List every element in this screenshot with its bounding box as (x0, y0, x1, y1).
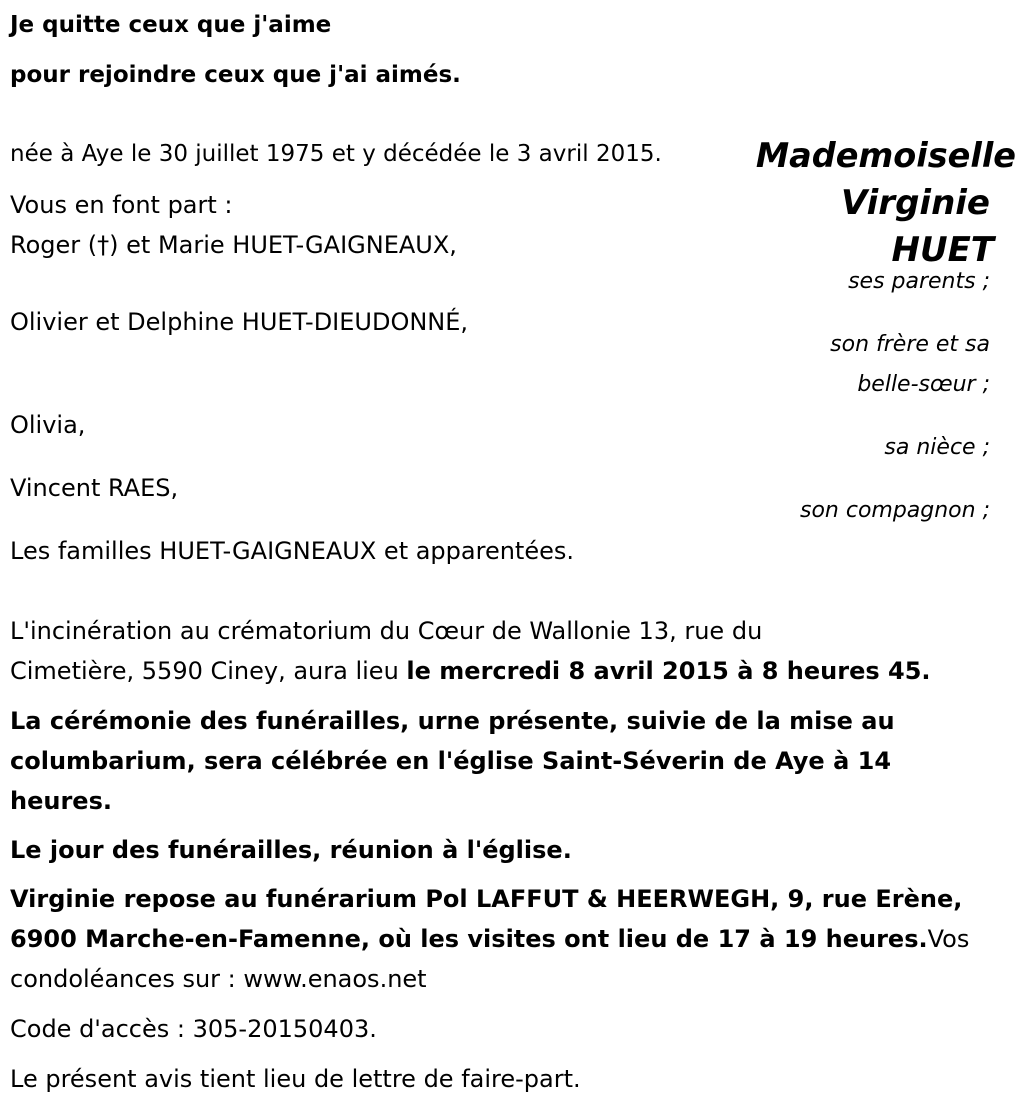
family-role-sibling-line-1: son frère et sa (830, 332, 990, 357)
cremation-line-2 (10, 659, 931, 683)
epigraph-line-2: pour rejoindre ceux que j'ai aimés. (10, 62, 461, 88)
epigraph-line-1: Je quitte ceux que j'aime (10, 12, 332, 38)
gathering-text: Le jour des funérailles, réunion à l'église. (10, 836, 572, 864)
family-role-partner: son compagnon ; (799, 498, 990, 523)
access-code: Code d'accès : 305-20150403. (10, 1015, 377, 1043)
condolences-line: condoléances sur : www.enaos.net (10, 965, 427, 993)
ceremony-line-2: columbarium, sera célébrée en l'église Saint-Séverin de Aye à 14 (10, 747, 892, 775)
closing-notice: Le présent avis tient lieu de lettre de faire-part. (10, 1065, 581, 1093)
family-member-partner: Vincent RAES, (10, 474, 179, 502)
family-role-parents: ses parents ; (848, 269, 990, 294)
deceased-last-name: HUET (891, 230, 994, 270)
deceased-title: Mademoiselle (755, 136, 1016, 175)
birth-death-text: née à Aye le 30 juillet 1975 et y décédée le 3 avril 2015. (10, 141, 662, 167)
family-member-sibling: Olivier et Delphine HUET-DIEUDONNÉ, (10, 308, 469, 336)
funerarium-visiting-hours: 6900 Marche-en-Famenne, où les visites ont lieu de 17 à 19 heures. (10, 925, 928, 953)
family-role-sibling-line-2: belle-sœur ; (857, 372, 990, 397)
announcement-intro: Vous en font part : (10, 191, 233, 219)
cremation-location: Cimetière, 5590 Ciney, aura lieu (10, 657, 407, 685)
deceased-first-name: Virginie (840, 183, 990, 223)
family-member-niece: Olivia, (10, 411, 86, 439)
family-role-niece: sa nièce ; (884, 435, 990, 460)
funerarium-line-1: Virginie repose au funérarium Pol LAFFUT & HEERWEGH, 9, rue Erène, (10, 885, 963, 913)
family-member-parents: Roger (†) et Marie HUET-GAIGNEAUX, (10, 231, 457, 259)
ceremony-line-3: heures. (10, 787, 112, 815)
condolences-lead: Vos (927, 925, 970, 953)
cremation-datetime: le mercredi 8 avril 2015 à 8 heures 45. (406, 657, 931, 685)
family-member-relatives: Les familles HUET-GAIGNEAUX et apparentées. (10, 537, 574, 565)
cremation-line-1: L'incinération au crématorium du Cœur de Wallonie 13, rue du (10, 617, 763, 645)
funerarium-line-2 (10, 927, 969, 951)
ceremony-line-1: La cérémonie des funérailles, urne présente, suivie de la mise au (10, 707, 895, 735)
